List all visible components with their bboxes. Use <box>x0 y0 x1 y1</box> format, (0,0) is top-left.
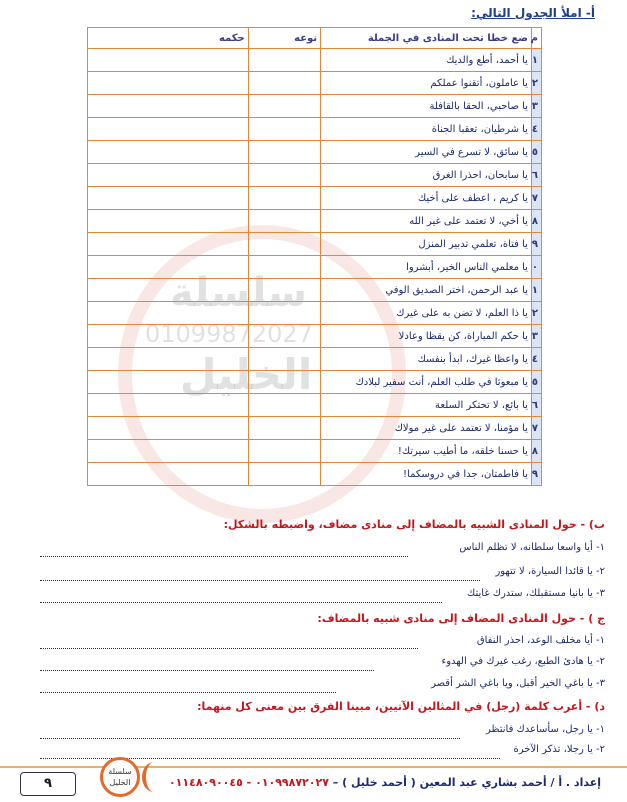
table-row <box>88 141 542 164</box>
table-row <box>88 440 542 463</box>
row-sentence: يا حسنا خلقه، ما أطيب سيرتك! <box>321 440 532 463</box>
answer-line[interactable] <box>40 556 408 557</box>
row-type-answer-cell[interactable] <box>248 417 320 440</box>
row-number: ٢ <box>531 72 541 95</box>
row-number: ٦ <box>531 164 541 187</box>
row-rule-answer-cell[interactable] <box>88 371 249 394</box>
section-d <box>20 700 605 713</box>
table-row <box>88 164 542 187</box>
row-rule-answer-cell[interactable] <box>88 440 249 463</box>
table-row <box>88 210 542 233</box>
section-a-title: أ- املأ الجدول التالي: <box>471 6 595 20</box>
section-c-item-1: ١- أيا مخلف الوعد، احذر النفاق <box>476 635 605 646</box>
row-rule-answer-cell[interactable] <box>88 210 249 233</box>
row-type-answer-cell[interactable] <box>248 279 320 302</box>
logo-bottom-text: الخليل <box>109 778 131 787</box>
row-sentence: يا سائق، لا تسرع في السير <box>321 141 532 164</box>
row-number: ٩ <box>531 463 541 486</box>
row-type-answer-cell[interactable] <box>248 141 320 164</box>
section-b <box>20 518 605 531</box>
row-number: ٨ <box>531 440 541 463</box>
row-sentence: يا عبد الرحمن، اختر الصديق الوفي <box>321 279 532 302</box>
watermark-subtitle: الخليل <box>180 350 313 399</box>
table-row <box>88 394 542 417</box>
row-sentence: يا فتاة، تعلمي تدبير المنزل <box>321 233 532 256</box>
answer-line[interactable] <box>40 580 480 581</box>
row-rule-answer-cell[interactable] <box>88 348 249 371</box>
header-sentence: ضع خطا تحت المنادى في الجملة <box>321 28 532 49</box>
row-type-answer-cell[interactable] <box>248 348 320 371</box>
row-type-answer-cell[interactable] <box>248 256 320 279</box>
row-sentence: يا فاطمتان، جدا في دروسكما! <box>321 463 532 486</box>
row-sentence: يا سابحان، احذرا الغرق <box>321 164 532 187</box>
table-row <box>88 256 542 279</box>
table-row <box>88 233 542 256</box>
row-type-answer-cell[interactable] <box>248 95 320 118</box>
row-rule-answer-cell[interactable] <box>88 164 249 187</box>
row-number: ٢ <box>531 302 541 325</box>
table-row <box>88 72 542 95</box>
vocative-table <box>87 27 542 486</box>
row-type-answer-cell[interactable] <box>248 210 320 233</box>
watermark-title: سلسلة <box>170 270 307 316</box>
row-number: ٣ <box>531 325 541 348</box>
answer-line[interactable] <box>40 670 374 671</box>
row-sentence: يا معلمي الناس الخير، أبشروا <box>321 256 532 279</box>
table-row <box>88 417 542 440</box>
row-sentence: يا صاحبي، الحقا بالقافلة <box>321 95 532 118</box>
row-sentence: يا عاملون، أتقنوا عملكم <box>321 72 532 95</box>
table-row <box>88 95 542 118</box>
section-d-item-2: ٢- يا رجلا، تذكر الآخرة <box>513 744 605 755</box>
row-rule-answer-cell[interactable] <box>88 394 249 417</box>
row-rule-answer-cell[interactable] <box>88 141 249 164</box>
row-rule-answer-cell[interactable] <box>88 118 249 141</box>
row-number: ٤ <box>531 118 541 141</box>
row-rule-answer-cell[interactable] <box>88 187 249 210</box>
table-row <box>88 118 542 141</box>
section-c-item-3: ٣- يا باغي الخير أقبل، ويا باغي الشر أقصر <box>431 678 605 689</box>
row-sentence: يا شرطيان، تعقبا الجناة <box>321 118 532 141</box>
row-sentence: يا حكم المباراة، كن يقظا وعادلا <box>321 325 532 348</box>
table-row <box>88 463 542 486</box>
table-row <box>88 302 542 325</box>
footer-credit: إعداد . أ / أحمد بشاري عبد المعين ( أحمد خليل ) – ٠١٠٩٩٨٧٢٠٢٧ - ٠١١٤٨٠٩٠٠٤٥ <box>168 776 601 789</box>
row-type-answer-cell[interactable] <box>248 440 320 463</box>
section-b-item-3: ٣- يا بانيا مستقبلك، ستدرك غايتك <box>467 588 605 599</box>
table-row <box>88 348 542 371</box>
row-number: ٨ <box>531 210 541 233</box>
row-type-answer-cell[interactable] <box>248 463 320 486</box>
row-number: ٩ <box>531 233 541 256</box>
row-number: ٣ <box>531 95 541 118</box>
row-number: ٦ <box>531 394 541 417</box>
row-rule-answer-cell[interactable] <box>88 325 249 348</box>
row-rule-answer-cell[interactable] <box>88 95 249 118</box>
row-sentence: يا أخي، لا تعتمد على غير الله <box>321 210 532 233</box>
footer <box>0 766 627 802</box>
row-rule-answer-cell[interactable] <box>88 302 249 325</box>
row-sentence: يا ذا العلم، لا تضن به على غيرك <box>321 302 532 325</box>
row-sentence: يا مؤمنا، لا تعتمد على غير مولاك <box>321 417 532 440</box>
table-row <box>88 49 542 72</box>
row-sentence: يا بائع، لا تحتكر السلعة <box>321 394 532 417</box>
row-type-answer-cell[interactable] <box>248 49 320 72</box>
row-type-answer-cell[interactable] <box>248 164 320 187</box>
section-b-item-1: ١- أيا واسعا سلطانه، لا تظلم الناس <box>459 542 605 553</box>
row-number: ٠ <box>531 256 541 279</box>
answer-line[interactable] <box>40 602 442 603</box>
row-type-answer-cell[interactable] <box>248 187 320 210</box>
watermark-phone: 01099872027 <box>145 320 313 348</box>
row-type-answer-cell[interactable] <box>248 371 320 394</box>
row-rule-answer-cell[interactable] <box>88 417 249 440</box>
row-type-answer-cell[interactable] <box>248 394 320 417</box>
header-rule: حكمه <box>88 28 249 49</box>
table-row <box>88 325 542 348</box>
row-type-answer-cell[interactable] <box>248 118 320 141</box>
section-b-title: ب) - حول المنادى الشبيه بالمضاف إلى منادى مضاف، واضبطه بالشكل: <box>223 518 605 531</box>
row-number: ٤ <box>531 348 541 371</box>
row-number: ٥ <box>531 141 541 164</box>
header-type: نوعه <box>248 28 320 49</box>
section-d-title: د) - أعرب كلمة (رجل) في المثالين الآتيين، مبينا الفرق بين معنى كل منهما: <box>197 700 605 713</box>
page-number: ٩ <box>20 772 76 796</box>
row-rule-answer-cell[interactable] <box>88 279 249 302</box>
section-c <box>20 612 605 625</box>
footer-phone: ٠١٠٩٩٨٧٢٠٢٧ - ٠١١٤٨٠٩٠٠٤٥ <box>168 776 329 789</box>
table-row <box>88 371 542 394</box>
row-rule-answer-cell[interactable] <box>88 233 249 256</box>
answer-line[interactable] <box>40 738 460 739</box>
section-b-item-2: ٢- يا قائدا السيارة، لا تتهور <box>495 566 605 577</box>
row-number: ١ <box>531 279 541 302</box>
row-type-answer-cell[interactable] <box>248 302 320 325</box>
section-c-item-2: ٢- يا هادئ الطبع، رغب غيرك في الهدوء <box>441 656 605 667</box>
row-rule-answer-cell[interactable] <box>88 463 249 486</box>
row-number: ١ <box>531 49 541 72</box>
table-row <box>88 187 542 210</box>
series-logo <box>100 757 140 797</box>
row-number: ٥ <box>531 371 541 394</box>
row-number: ٧ <box>531 187 541 210</box>
section-d-item-1: ١- يا رجل، سأساعدك فانتظر <box>486 724 605 735</box>
row-rule-answer-cell[interactable] <box>88 256 249 279</box>
row-sentence: يا كريم ، اعطف على أخيك <box>321 187 532 210</box>
section-c-title: ج ) - حول المنادى المضاف إلى منادى شبيه بالمضاف: <box>317 612 605 625</box>
answer-line[interactable] <box>40 648 418 649</box>
row-sentence: يا مبعوثا في طلب العلم، أنت سفير لبلادك <box>321 371 532 394</box>
row-rule-answer-cell[interactable] <box>88 72 249 95</box>
footer-author: إعداد . أ / أحمد بشاري عبد المعين ( أحمد خليل ) <box>342 776 601 789</box>
row-number: ٧ <box>531 417 541 440</box>
row-type-answer-cell[interactable] <box>248 72 320 95</box>
row-type-answer-cell[interactable] <box>248 233 320 256</box>
row-rule-answer-cell[interactable] <box>88 49 249 72</box>
table-header-row <box>88 28 542 49</box>
row-sentence: يا واعظا غيرك، ابدأ بنفسك <box>321 348 532 371</box>
row-type-answer-cell[interactable] <box>248 325 320 348</box>
table-row <box>88 279 542 302</box>
logo-top-text: سلسلة <box>108 767 132 776</box>
row-sentence: يا أحمد، أطع والديك <box>321 49 532 72</box>
header-number: م <box>531 28 541 49</box>
logo-swoosh-icon <box>142 762 166 792</box>
answer-line[interactable] <box>40 692 336 693</box>
